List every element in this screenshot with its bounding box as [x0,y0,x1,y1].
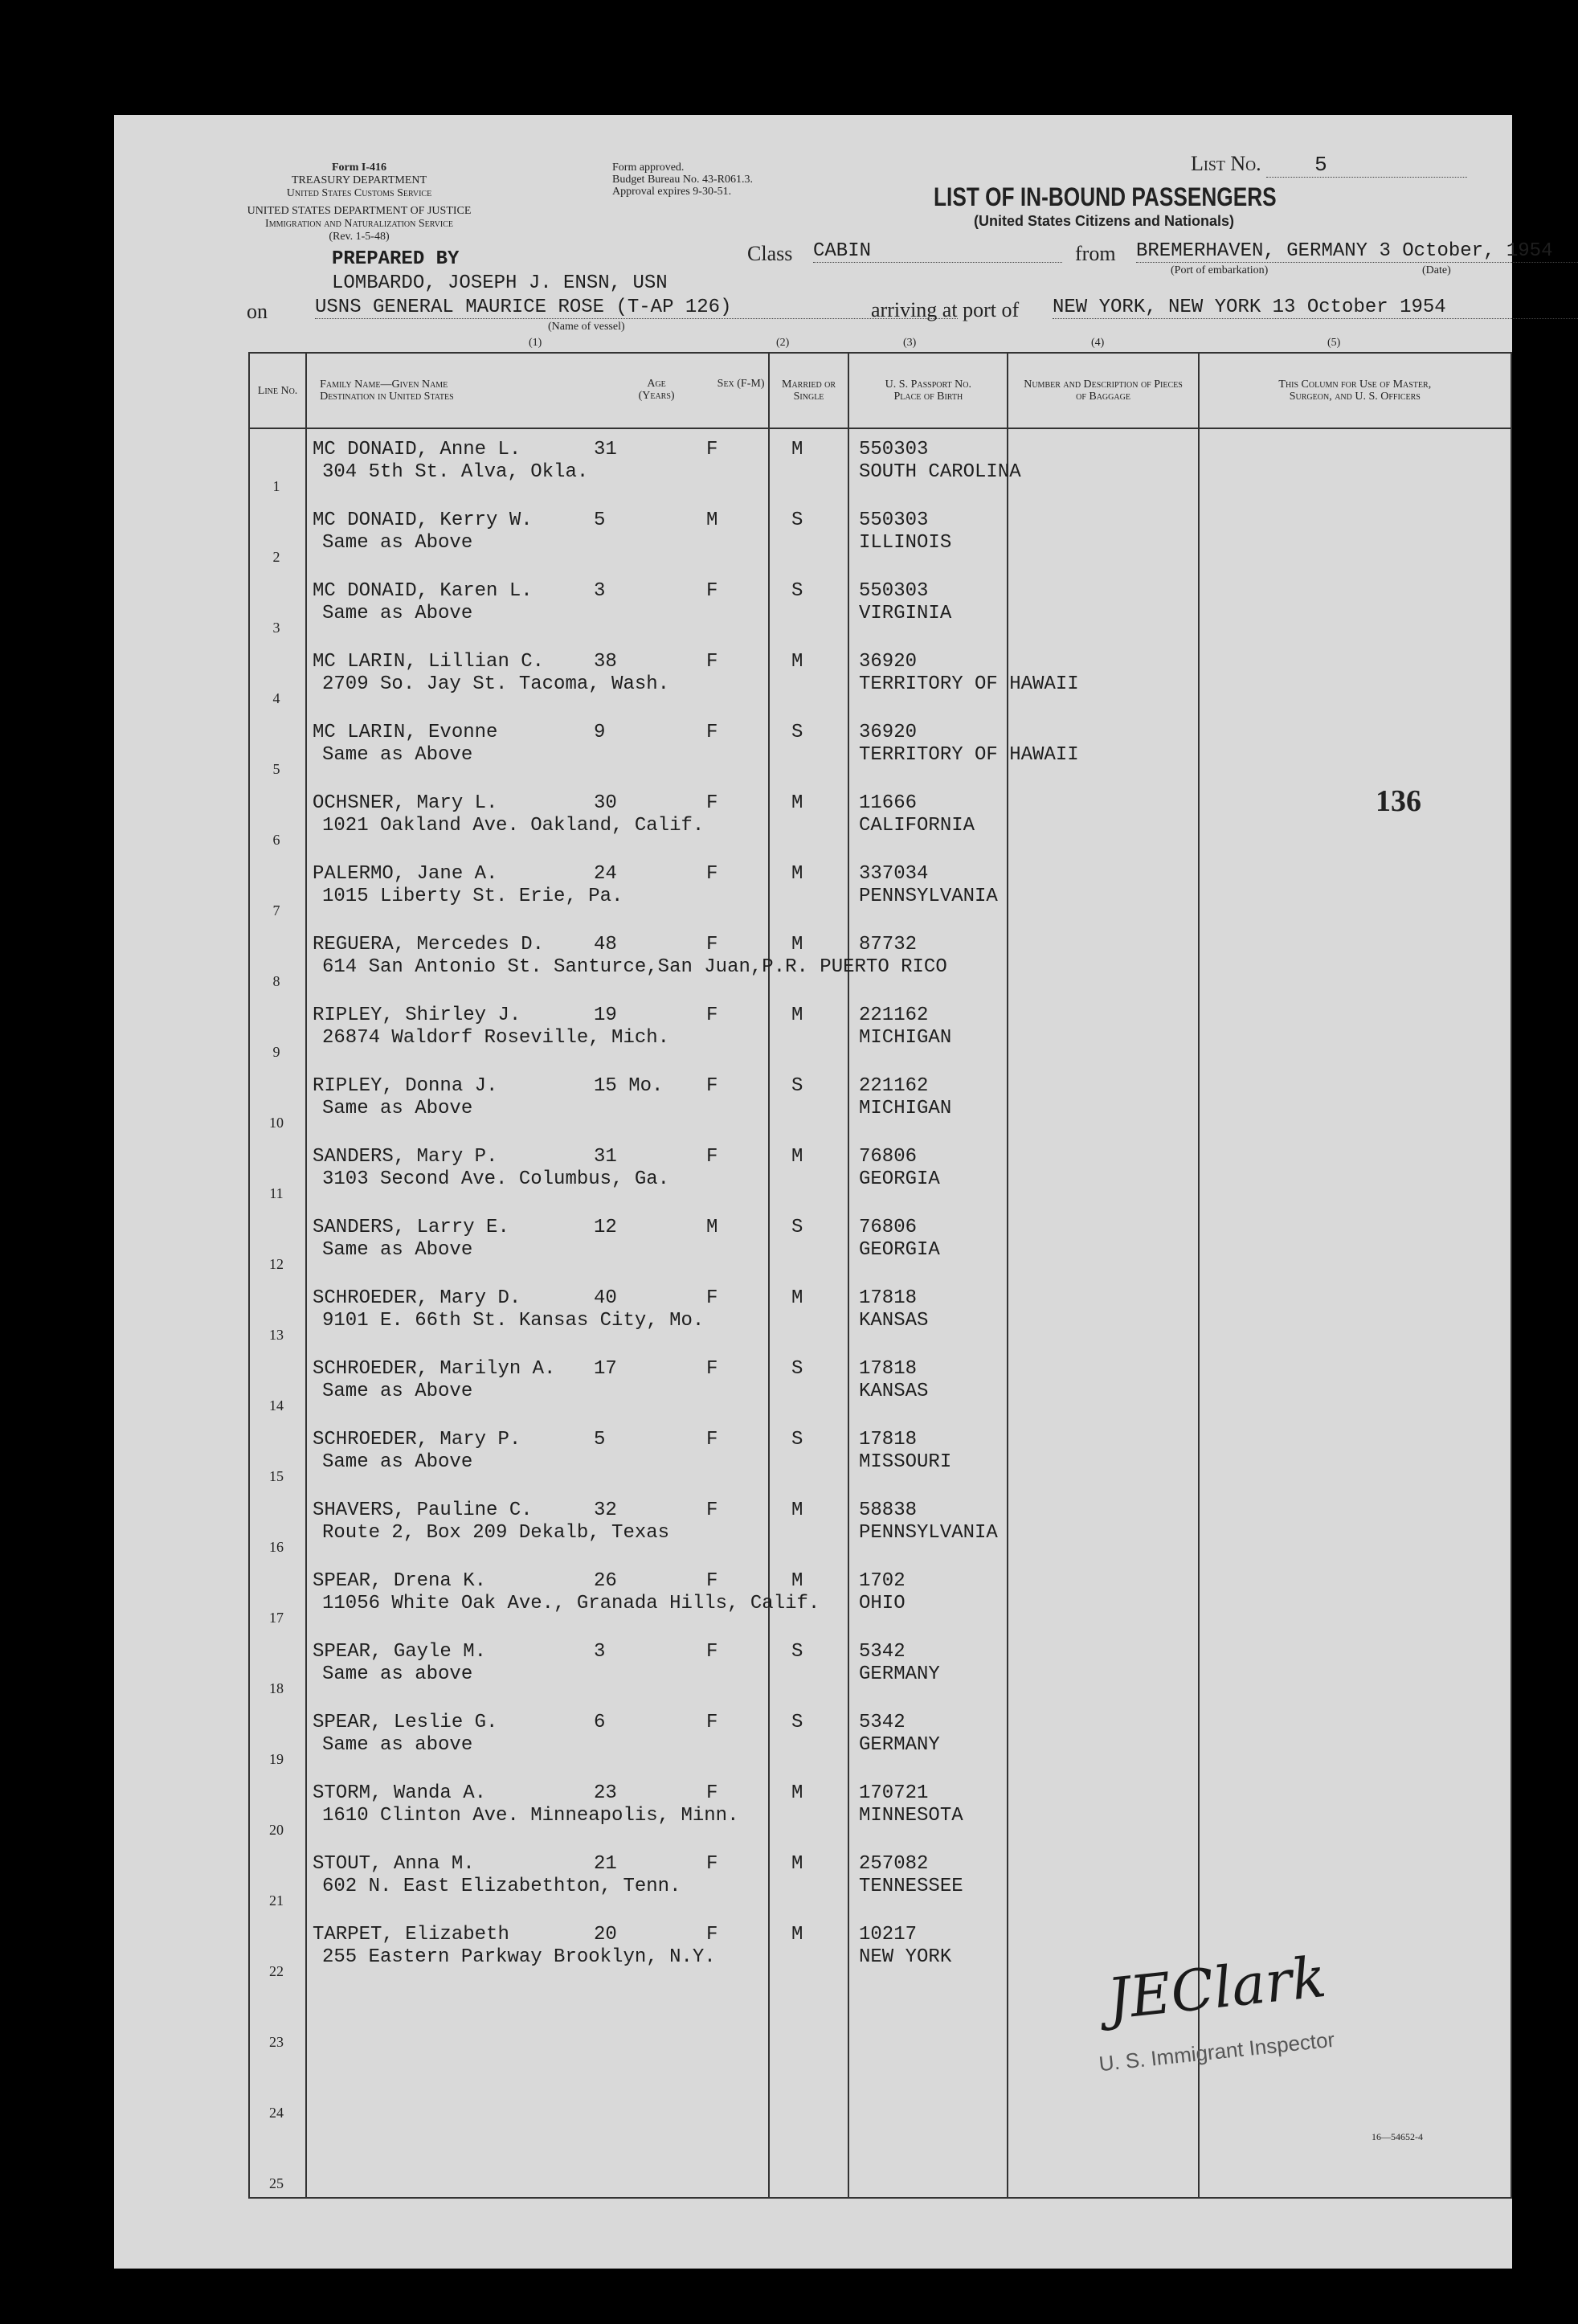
table-row [248,1347,1527,1418]
table-row [248,993,1527,1064]
list-number-label: List No. [1191,152,1261,175]
passenger-name: SCHROEDER, Mary P. [313,1429,521,1450]
destination-address: 1021 Oakland Ave. Oakland, Calif. [322,815,705,837]
dept-treasury: TREASURY DEPARTMENT [291,174,427,186]
sex-value: M [706,1217,718,1238]
sex-value: F [706,792,718,814]
marital-status: M [791,934,803,955]
line-number: 16 [269,1539,284,1555]
table-row [248,1771,1527,1842]
passenger-name: SPEAR, Gayle M. [313,1641,487,1663]
place-of-birth: TERRITORY OF HAWAII [859,744,1079,766]
inspector-stamp: U. S. Immigrant Inspector [1098,2027,1336,2076]
sex-value: F [706,1075,718,1097]
footer-code: 16—54652-4 [1372,2131,1423,2142]
from-value: BREMERHAVEN, GERMANY 3 October, 1954 [1136,240,1578,263]
marital-status: S [791,1712,803,1733]
passport-number: 36920 [859,651,918,673]
line-number: 21 [269,1892,284,1909]
destination-address: 602 N. East Elizabethton, Tenn. [322,1876,681,1897]
passenger-name: SPEAR, Drena K. [313,1570,487,1592]
passenger-name: RIPLEY, Shirley J. [313,1004,521,1026]
passport-number: 170721 [859,1782,929,1804]
passport-number: 11666 [859,792,918,814]
passenger-name: MC LARIN, Evonne [313,722,498,743]
age-value: 3 [594,580,606,602]
destination-address: Route 2, Box 209 Dekalb, Texas [322,1522,670,1544]
age-value: 9 [594,722,606,743]
table-row [248,640,1527,710]
marital-status: M [791,1924,803,1946]
marital-status: S [791,722,803,743]
form-revision: (Rev. 1-5-48) [329,231,390,243]
marital-status: S [791,1217,803,1238]
line-number: 11 [269,1185,284,1201]
age-value: 31 [594,439,617,460]
place-of-birth: KANSAS [859,1381,929,1402]
destination-address: Same as Above [322,744,473,766]
destination-address: Same as Above [322,1451,473,1473]
passport-number: 58838 [859,1500,918,1521]
passport-number: 10217 [859,1924,918,1946]
arriving-value: NEW YORK, NEW YORK 13 October 1954 [1053,297,1578,319]
table-row [248,2054,1527,2125]
passenger-name: SCHROEDER, Marilyn A. [313,1358,556,1380]
place-of-birth: SOUTH CAROLINA [859,461,1021,483]
line-number: 25 [269,2175,284,2191]
table-row [248,1135,1527,1205]
table-row [248,498,1527,569]
table-row [248,1630,1527,1700]
sex-value: F [706,580,718,602]
line-number: 17 [269,1610,284,1626]
age-value: 12 [594,1217,617,1238]
line-number: 23 [269,2034,284,2050]
passport-number: 550303 [859,580,929,602]
destination-address: Same as above [322,1663,473,1685]
table-row [248,1418,1527,1488]
line-number: 12 [269,1256,284,1272]
place-of-birth: PENNSYLVANIA [859,886,998,907]
approval-line-3: Approval expires 9-30-51. [612,186,732,198]
sex-value: F [706,1570,718,1592]
marital-status: M [791,792,803,814]
approval-line-1: Form approved. [612,162,685,174]
line-number: 3 [272,620,280,636]
passport-number: 5342 [859,1641,906,1663]
marital-status: S [791,509,803,531]
sex-value: M [706,509,718,531]
header-age: Age (Years) [638,378,675,402]
age-value: 24 [594,863,617,885]
line-number: 13 [269,1327,284,1343]
header-passport: U. S. Passport No. Place of Birth [848,353,1008,428]
age-value: 21 [594,1853,617,1875]
table-row [248,781,1527,852]
line-number: 15 [269,1468,284,1484]
table-header [249,353,1511,428]
age-value: 26 [594,1570,617,1592]
destination-address: 2709 So. Jay St. Tacoma, Wash. [322,673,670,695]
column-number: (2) [776,337,790,349]
sex-value: F [706,1146,718,1168]
place-of-birth: NEW YORK [859,1946,952,1968]
table-row [248,1064,1527,1135]
sex-value: F [706,863,718,885]
passport-number: 17818 [859,1429,918,1450]
count-annotation: 136 [1376,784,1421,818]
age-value: 31 [594,1146,617,1168]
age-value: 15 Mo. [594,1075,664,1097]
approval-line-2: Budget Bureau No. 43-R061.3. [612,174,753,186]
justice-block [247,205,472,243]
dept-justice: UNITED STATES DEPARTMENT OF JUSTICE [247,205,472,217]
passport-number: 550303 [859,439,929,460]
line-number: 7 [272,902,280,919]
place-of-birth: KANSAS [859,1310,929,1332]
marital-status: M [791,1500,803,1521]
class-label: Class [747,242,793,265]
passport-number: 17818 [859,1358,918,1380]
passenger-name: REGUERA, Mercedes D. [313,934,545,955]
sex-value: F [706,651,718,673]
passport-number: 221162 [859,1004,929,1026]
place-of-birth: VIRGINIA [859,603,952,624]
destination-address: 11056 White Oak Ave., Granada Hills, Calif. [322,1593,820,1614]
age-value: 3 [594,1641,606,1663]
passport-number: 87732 [859,934,918,955]
table-row [248,569,1527,640]
age-value: 5 [594,509,606,531]
line-number: 24 [269,2105,284,2121]
table-row [248,1913,1527,1983]
passport-number: 221162 [859,1075,929,1097]
place-of-birth: ILLINOIS [859,532,952,554]
marital-status: M [791,439,803,460]
age-value: 20 [594,1924,617,1946]
passport-number: 17818 [859,1287,918,1309]
passport-number: 257082 [859,1853,929,1875]
vessel-caption: (Name of vessel) [548,321,625,333]
table-row [248,1205,1527,1276]
line-number: 6 [272,832,280,848]
line-number: 9 [272,1044,280,1060]
place-of-birth: PENNSYLVANIA [859,1522,998,1544]
form-number: Form I-416 [331,162,387,174]
header-destination-label: Destination in United States [320,391,454,403]
passport-number: 5342 [859,1712,906,1733]
place-of-birth: CALIFORNIA [859,815,975,837]
marital-status: M [791,1146,803,1168]
sex-value: F [706,722,718,743]
destination-address: Same as Above [322,1239,473,1261]
age-value: 30 [594,792,617,814]
sex-value: F [706,1853,718,1875]
column-number: (4) [1091,337,1105,349]
from-label: from [1075,242,1116,265]
passport-number: 550303 [859,509,929,531]
place-of-birth: TERRITORY OF HAWAII [859,673,1079,695]
dept-customs: United States Customs Service [286,187,432,199]
table-row [248,1842,1527,1913]
table-row [248,852,1527,923]
sex-value: F [706,1358,718,1380]
passenger-name: SPEAR, Leslie G. [313,1712,498,1733]
place-of-birth: MINNESOTA [859,1805,963,1827]
line-number: 1 [272,478,280,494]
passenger-name: MC DONAID, Anne L. [313,439,521,460]
on-label: on [247,300,268,323]
page-title: LIST OF IN-BOUND PASSENGERS [934,182,1277,211]
destination-address: 304 5th St. Alva, Okla. [322,461,589,483]
passenger-name: STOUT, Anna M. [313,1853,475,1875]
place-of-birth: TENNESSEE [859,1876,963,1897]
passport-number: 337034 [859,863,929,885]
age-value: 23 [594,1782,617,1804]
place-of-birth: MISSOURI [859,1451,952,1473]
sex-value: F [706,1500,718,1521]
column-number: (5) [1327,337,1341,349]
marital-status: M [791,1782,803,1804]
header-married: Married or Single [769,353,848,428]
class-value: CABIN [813,240,1062,263]
place-of-birth: GEORGIA [859,1239,940,1261]
line-number: 2 [272,549,280,565]
marital-status: S [791,580,803,602]
destination-address: 26874 Waldorf Roseville, Mich. [322,1027,670,1049]
passenger-name: PALERMO, Jane A. [313,863,498,885]
age-value: 40 [594,1287,617,1309]
marital-status: M [791,1853,803,1875]
agency-block [247,162,472,200]
table-row [248,428,1527,498]
marital-status: M [791,1004,803,1026]
passenger-name: RIPLEY, Donna J. [313,1075,498,1097]
list-number-value: 5 [1266,153,1467,178]
line-number: 20 [269,1822,284,1838]
marital-status: S [791,1358,803,1380]
passenger-name: TARPET, Elizabeth [313,1924,509,1946]
age-value: 19 [594,1004,617,1026]
passenger-name: STORM, Wanda A. [313,1782,487,1804]
marital-status: S [791,1429,803,1450]
sex-value: F [706,1924,718,1946]
marital-status: M [791,1287,803,1309]
sex-value: F [706,1712,718,1733]
line-number: 5 [272,761,280,777]
line-number: 14 [269,1397,284,1414]
vessel-name: USNS GENERAL MAURICE ROSE (T-AP 126) [315,297,958,319]
column-number: (3) [903,337,917,349]
destination-address: 3103 Second Ave. Columbus, Ga. [322,1168,670,1190]
sex-value: F [706,1641,718,1663]
passport-number: 36920 [859,722,918,743]
header-name [306,353,769,428]
passenger-name: SANDERS, Mary P. [313,1146,498,1168]
destination-address: Same as Above [322,1381,473,1402]
manifest-page [114,115,1553,2269]
line-number: 10 [269,1115,284,1131]
table-row [248,1559,1527,1630]
header-sex: Sex (F-M) [717,378,765,390]
destination-address: 614 San Antonio St. Santurce,San Juan,P.R. PUERTO RICO [322,956,947,978]
line-number: 18 [269,1680,284,1696]
sex-value: F [706,439,718,460]
age-value: 38 [594,651,617,673]
passenger-name: MC LARIN, Lillian C. [313,651,545,673]
header-officers: This Column for Use of Master, Surgeon, and U. S. Officers [1199,353,1511,428]
passport-number: 76806 [859,1217,918,1238]
place-of-birth: GEORGIA [859,1168,940,1190]
marital-status: S [791,1075,803,1097]
sex-value: F [706,1429,718,1450]
destination-address: Same as above [322,1734,473,1756]
table-row [248,1276,1527,1347]
destination-address: 1610 Clinton Ave. Minneapolis, Minn. [322,1805,739,1827]
destination-address: Same as Above [322,1098,473,1119]
destination-address: 1015 Liberty St. Erie, Pa. [322,886,623,907]
destination-address: Same as Above [322,532,473,554]
sex-value: F [706,934,718,955]
prepared-by-label: PREPARED BY [332,248,460,270]
table-row [248,2125,1527,2195]
line-number: 22 [269,1963,284,1979]
age-value: 48 [594,934,617,955]
sex-value: F [706,1287,718,1309]
place-of-birth: MICHIGAN [859,1098,952,1119]
inspector-signature: JEClark [1104,1943,1330,2033]
approval-block [612,162,753,198]
line-number: 19 [269,1751,284,1767]
date-caption: (Date) [1422,264,1451,276]
passenger-name: OCHSNER, Mary L. [313,792,498,814]
passenger-name: MC DONAID, Karen L. [313,580,533,602]
page-subtitle: (United States Citizens and Nationals) [974,213,1235,229]
passport-number: 1702 [859,1570,906,1592]
marital-status: M [791,1570,803,1592]
arriving-label: arriving at port of [871,298,1020,321]
age-value: 17 [594,1358,617,1380]
destination-address: 255 Eastern Parkway Brooklyn, N.Y. [322,1946,716,1968]
line-number: 8 [272,973,280,989]
marital-status: M [791,651,803,673]
age-value: 6 [594,1712,606,1733]
table-row [248,1488,1527,1559]
age-value: 5 [594,1429,606,1450]
place-of-birth: GERMANY [859,1663,940,1685]
header-line-no: Line No. [249,353,306,428]
passenger-name: SHAVERS, Pauline C. [313,1500,533,1521]
line-number: 4 [272,690,280,706]
table-row [248,710,1527,781]
table-row [248,1700,1527,1771]
sex-value: F [706,1782,718,1804]
destination-address: Same as Above [322,603,473,624]
header-name-label: Family Name—Given Name [320,378,448,391]
table-row [248,923,1527,993]
marital-status: S [791,1641,803,1663]
dept-immigration: Immigration and Naturalization Service [265,218,453,230]
passport-number: 76806 [859,1146,918,1168]
passenger-name: SANDERS, Larry E. [313,1217,509,1238]
passenger-name: SCHROEDER, Mary D. [313,1287,521,1309]
passenger-name: MC DONAID, Kerry W. [313,509,533,531]
place-of-birth: MICHIGAN [859,1027,952,1049]
age-value: 32 [594,1500,617,1521]
preparer-name: LOMBARDO, JOSEPH J. ENSN, USN [332,272,668,294]
list-number [1191,152,1467,178]
marital-status: M [791,863,803,885]
sex-value: F [706,1004,718,1026]
place-of-birth: GERMANY [859,1734,940,1756]
port-caption: (Port of embarkation) [1171,264,1269,276]
destination-address: 9101 E. 66th St. Kansas City, Mo. [322,1310,705,1332]
place-of-birth: OHIO [859,1593,906,1614]
header-baggage: Number and Description of Pieces of Baggage [1008,353,1198,428]
column-number: (1) [529,337,542,349]
